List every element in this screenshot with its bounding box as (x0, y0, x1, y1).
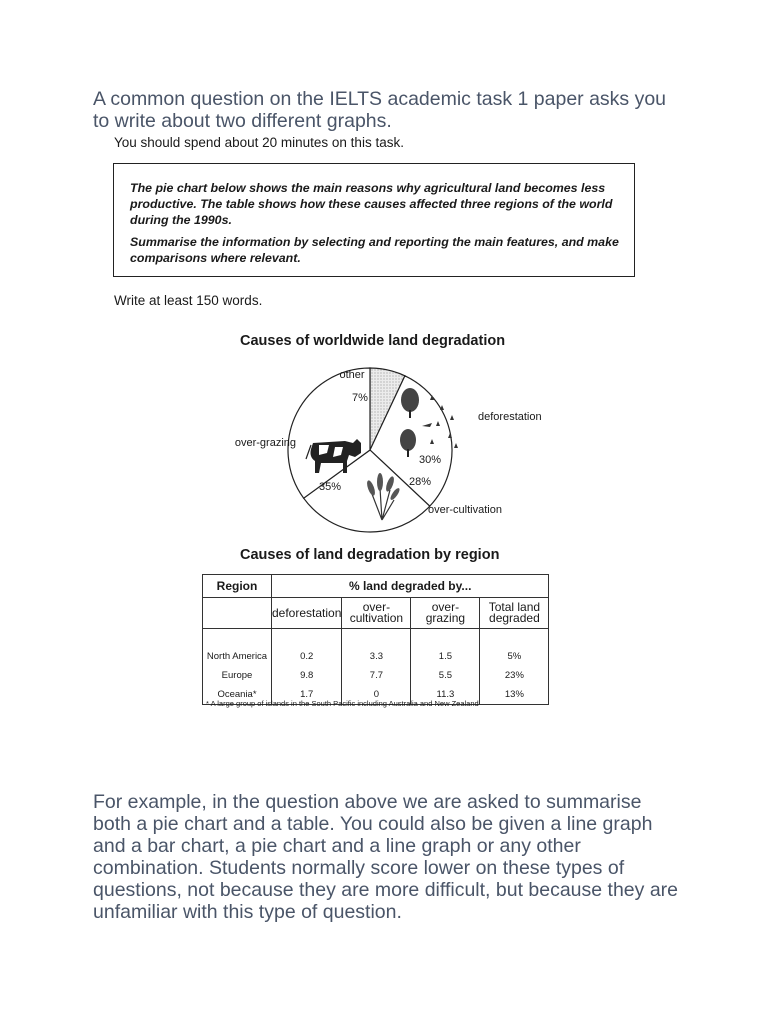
table-row (203, 629, 549, 667)
region-cell: Europe (203, 666, 272, 685)
value-cell: 7.7 (342, 666, 411, 685)
task-prompt-box (113, 163, 635, 277)
region-cell: Oceania* (203, 685, 272, 705)
value-cell: 5% (480, 629, 549, 667)
group-header: % land degraded by... (272, 575, 549, 598)
word-count-instruction: Write at least 150 words. (114, 293, 263, 308)
pie-label-over-grazing: over-grazing (234, 437, 296, 449)
pie-value-deforestation: 30% (418, 454, 442, 466)
table-footnote: * A large group of islands in the South Pacific including Australia and New Zealand (206, 699, 479, 708)
outro-paragraph: For example, in the question above we are asked to summarise both a pie chart and a table. You could also be given a line graph and a bar chart, a pie chart and a line graph or any other combination. Students normally score lower on these types of questions, not because they are more difficult, but because they are unfamiliar with this type of question. (93, 791, 678, 923)
value-cell: 5.5 (411, 666, 480, 685)
pie-value-over-cultivation: 28% (408, 476, 432, 488)
col-header-deforestation: deforestation (272, 598, 342, 629)
region-subheader-empty (203, 598, 272, 629)
col-header-total: Total land degraded (480, 598, 549, 629)
pie-value-other: 7% (352, 392, 368, 404)
value-cell: 11.3 (411, 685, 480, 705)
value-cell: 0 (342, 685, 411, 705)
value-cell: 9.8 (272, 666, 342, 685)
pie-value-over-grazing: 35% (318, 481, 342, 493)
value-cell: 13% (480, 685, 549, 705)
table-title: Causes of land degradation by region (240, 547, 500, 563)
region-cell: North America (203, 629, 272, 667)
value-cell: 0.2 (272, 629, 342, 667)
col-header-over-grazing: over- grazing (411, 598, 480, 629)
task-prompt-description: The pie chart below shows the main reasons why agricultural land becomes less productive. The table shows how these causes affected three regions of the world during the 1990s. (130, 181, 613, 227)
table-row (203, 666, 549, 685)
value-cell: 23% (480, 666, 549, 685)
task-prompt-instruction: Summarise the information by selecting and reporting the main features, and make comparisons where relevant. (130, 235, 619, 265)
pie-chart (200, 360, 540, 535)
time-instruction: You should spend about 20 minutes on this task. (114, 135, 404, 150)
region-header: Region (203, 575, 272, 598)
region-degradation-table (202, 574, 549, 705)
value-cell: 3.3 (342, 629, 411, 667)
pie-label-deforestation: deforestation (478, 411, 542, 423)
pie-label-over-cultivation: over-cultivation (428, 504, 502, 516)
pie-chart-title: Causes of worldwide land degradation (240, 333, 506, 349)
value-cell: 1.5 (411, 629, 480, 667)
intro-paragraph: A common question on the IELTS academic task 1 paper asks you to write about two different graphs. (93, 88, 667, 132)
pie-label-other: other (339, 369, 365, 381)
value-cell: 1.7 (272, 685, 342, 705)
col-header-over-cultivation: over- cultivation (342, 598, 411, 629)
